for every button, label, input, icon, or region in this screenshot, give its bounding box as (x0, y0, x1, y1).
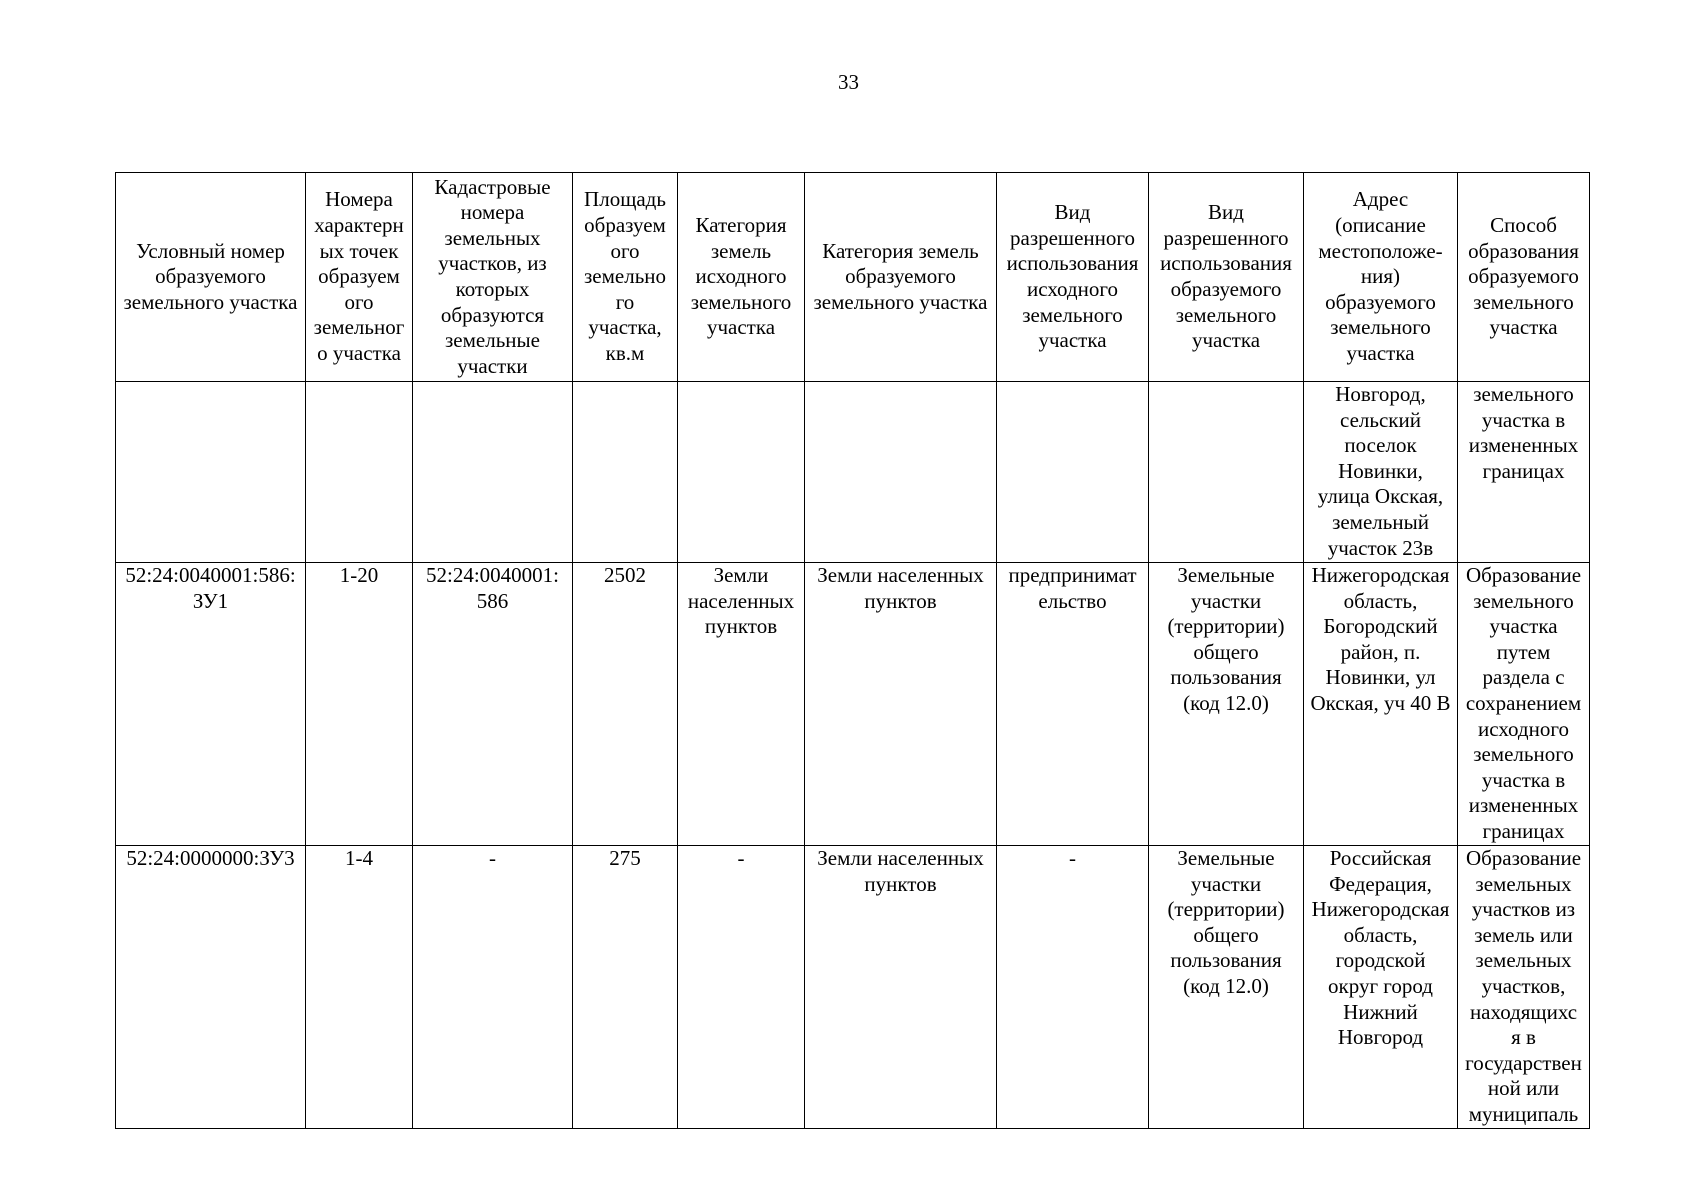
table-cell (678, 382, 805, 563)
header-cell: Категория земель образуемого земельного участка (805, 173, 997, 382)
table-row (116, 382, 1590, 563)
table-cell: 1-20 (306, 563, 413, 846)
table-cell (306, 382, 413, 563)
header-cell: Способ образования образуемого земельного участка (1458, 173, 1590, 382)
table-cell: 52:24:0040001:586: ЗУ1 (116, 563, 306, 846)
table-cell: Новгород, сельский поселок Новинки, улица Окская, земельный участок 23в (1304, 382, 1458, 563)
table-cell (413, 382, 573, 563)
table-cell: - (997, 846, 1149, 1129)
land-plots-table (115, 172, 1590, 1129)
table-cell: - (678, 846, 805, 1129)
header-cell: Кадастровые номера земельных участков, из которых образуются земельные участки (413, 173, 573, 382)
table-cell (573, 382, 678, 563)
table-cell: 52:24:0040001: 586 (413, 563, 573, 846)
table-cell: земельного участка в измененных границах (1458, 382, 1590, 563)
table-cell: Нижегородская область, Богородский район, п. Новинки, ул Окская, уч 40 В (1304, 563, 1458, 846)
header-cell: Категория земель исходного земельного участка (678, 173, 805, 382)
header-cell: Условный номер образуемого земельного участка (116, 173, 306, 382)
table-cell: 1-4 (306, 846, 413, 1129)
table-cell: предпринимат ельство (997, 563, 1149, 846)
table-cell: - (413, 846, 573, 1129)
table-cell: Образование земельного участка путем раздела с сохранением исходного земельного участка в измененных границах (1458, 563, 1590, 846)
table-cell: Земельные участки (территории) общего пользования (код 12.0) (1149, 563, 1304, 846)
table-row (116, 563, 1590, 846)
table-cell (116, 382, 306, 563)
table-cell: 52:24:0000000:ЗУ3 (116, 846, 306, 1129)
header-cell: Площадь образуем ого земельно го участка, кв.м (573, 173, 678, 382)
table-row (116, 846, 1590, 1129)
page-number: 33 (838, 70, 859, 94)
header-cell: Номера характерн ых точек образуем ого земельног о участка (306, 173, 413, 382)
table-cell: Образование земельных участков из земель или земельных участков, находящихс я в государствен ной или муниципаль (1458, 846, 1590, 1129)
table-cell (997, 382, 1149, 563)
table-header-row (116, 173, 1590, 382)
table-cell: Земли населенных пунктов (805, 563, 997, 846)
header-cell: Вид разрешенного использования образуемого земельного участка (1149, 173, 1304, 382)
table-cell: 275 (573, 846, 678, 1129)
header-cell: Адрес (описание местоположе- ния) образуемого земельного участка (1304, 173, 1458, 382)
table-cell: Российская Федерация, Нижегородская область, городской округ город Нижний Новгород (1304, 846, 1458, 1129)
table-cell: 2502 (573, 563, 678, 846)
table-cell (805, 382, 997, 563)
table-cell: Земельные участки (территории) общего пользования (код 12.0) (1149, 846, 1304, 1129)
header-cell: Вид разрешенного использования исходного земельного участка (997, 173, 1149, 382)
table-cell: Земли населенных пунктов (805, 846, 997, 1129)
table-cell (1149, 382, 1304, 563)
table-cell: Земли населенных пунктов (678, 563, 805, 846)
